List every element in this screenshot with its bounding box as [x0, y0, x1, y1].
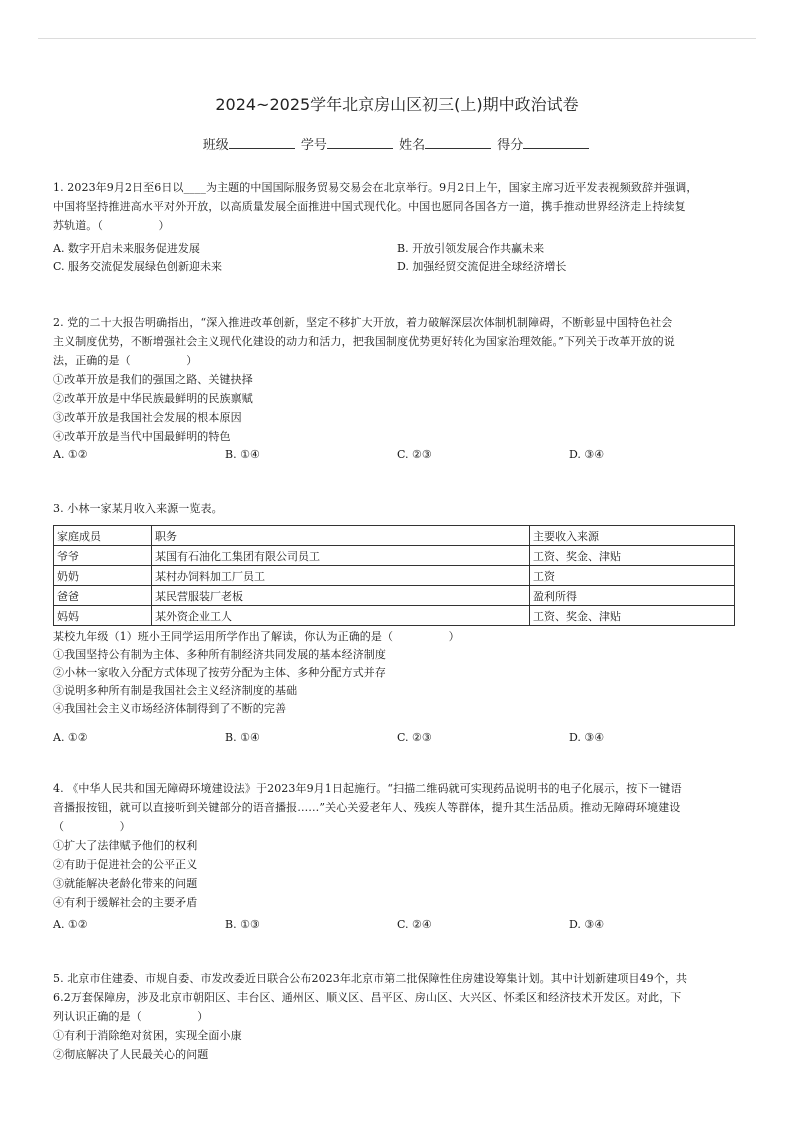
info-class-label: 班级 [202, 138, 229, 153]
question-4-options [53, 916, 743, 934]
question-3-statement: ①我国坚持公有制为主体、多种所有制经济共同发展的基本经济制度 [53, 648, 386, 661]
info-id-label: 学号 [300, 138, 327, 153]
option-a[interactable]: A. 数字开启未来服务促进发展 [53, 242, 200, 255]
table-header-cell: 职务 [152, 526, 530, 546]
table-cell: 奶奶 [54, 566, 152, 586]
table-header-cell: 主要收入来源 [530, 526, 735, 546]
option-b[interactable]: B. ①③ [225, 918, 260, 931]
income-table [53, 525, 735, 626]
info-score-label: 得分 [497, 138, 524, 153]
info-class-blank[interactable] [229, 135, 295, 149]
question-1-options [53, 240, 743, 276]
option-c[interactable]: C. 服务交流促发展绿色创新迎未来 [53, 260, 223, 273]
question-5 [53, 969, 743, 1064]
question-4-line: 4. 《中华人民共和国无障碍环境建设法》于2023年9月1日起施行。“扫描二维码就可实现药品说明书的电子化展示，按下一键语 [53, 782, 682, 795]
question-5-line: 5. 北京市住建委、市规自委、市发改委近日联合公布2023年北京市第二批保障性住房建设筹集计划。其中计划新建项目49个，共 [53, 972, 688, 985]
question-1-line: 中国将坚持推进高水平对外开放，以高质量发展全面推进中国式现代化。中国也愿同各国各方一道，携手推动世界经济走上持续复 [53, 200, 686, 213]
question-3-intro: 3. 小林一家某月收入来源一览表。 [53, 502, 223, 515]
question-5-line: 列认识正确的是（ ） [53, 1010, 209, 1023]
option-b[interactable]: B. ①④ [225, 731, 260, 744]
question-1 [53, 178, 743, 235]
info-name-label: 姓名 [399, 138, 426, 153]
option-d[interactable]: D. ③④ [569, 918, 605, 931]
question-2-statement: ③改革开放是我国社会发展的根本原因 [53, 411, 242, 424]
question-5-statement: ②彻底解决了人民最关心的问题 [53, 1048, 209, 1061]
question-3 [53, 499, 743, 518]
table-row [54, 606, 735, 626]
option-a[interactable]: A. ①② [53, 918, 88, 931]
table-cell: 某民营服装厂老板 [152, 586, 530, 606]
table-cell: 工资 [530, 566, 735, 586]
question-2-statement: ①改革开放是我们的强国之路、关键抉择 [53, 373, 253, 386]
question-2-line: 法，正确的是（ ） [53, 354, 198, 367]
table-cell: 某外资企业工人 [152, 606, 530, 626]
question-4 [53, 779, 743, 912]
table-row [54, 566, 735, 586]
table-cell: 爷爷 [54, 546, 152, 566]
question-1-line: 1. 2023年9月2日至6日以____为主题的中国国际服务贸易交易会在北京举行。9月2日上午，国家主席习近平发表视频致辞并强调， [53, 181, 698, 194]
question-1-line: 苏轨道。（ ） [53, 219, 170, 232]
question-2-statement: ④改革开放是当代中国最鲜明的特色 [53, 430, 231, 443]
question-2 [53, 313, 743, 446]
option-c[interactable]: C. ②④ [397, 918, 432, 931]
option-d[interactable]: D. ③④ [569, 731, 605, 744]
table-cell: 某村办饲料加工厂员工 [152, 566, 530, 586]
question-3-body [53, 628, 743, 718]
page-title: 2024~2025学年北京房山区初三(上)期中政治试卷 [215, 95, 579, 114]
info-id-blank[interactable] [327, 135, 393, 149]
option-d[interactable]: D. 加强经贸交流促进全球经济增长 [397, 260, 567, 273]
table-cell: 爸爸 [54, 586, 152, 606]
table-cell: 某国有石油化工集团有限公司员工 [152, 546, 530, 566]
option-b[interactable]: B. ①④ [225, 448, 260, 461]
question-2-line: 2. 党的二十大报告明确指出，“深入推进改革创新，坚定不移扩大开放，着力破解深层次体制机制障碍，不断彰显中国特色社会 [53, 316, 673, 329]
question-4-statement: ③就能解决老龄化带来的问题 [53, 877, 198, 890]
question-2-statement: ②改革开放是中华民族最鲜明的民族禀赋 [53, 392, 253, 405]
table-cell: 工资、奖金、津贴 [530, 546, 735, 566]
info-name-blank[interactable] [425, 135, 491, 149]
question-3-options [53, 729, 743, 747]
question-4-statement: ①扩大了法律赋予他们的权利 [53, 839, 198, 852]
question-4-statement: ②有助于促进社会的公平正义 [53, 858, 198, 871]
student-info-line [0, 134, 794, 153]
question-5-statement: ①有利于消除绝对贫困，实现全面小康 [53, 1029, 242, 1042]
option-c[interactable]: C. ②③ [397, 448, 432, 461]
question-2-line: 主义制度优势，不断增强社会主义现代化建设的动力和活力，把我国制度优势更好转化为国家治理效能。”下列关于改革开放的说 [53, 335, 675, 348]
table-cell: 盈利所得 [530, 586, 735, 606]
question-3-statement: ②小林一家收入分配方式体现了按劳分配为主体、多种分配方式并存 [53, 666, 386, 679]
option-a[interactable]: A. ①② [53, 448, 88, 461]
question-2-options [53, 446, 743, 464]
question-4-statement: ④有利于缓解社会的主要矛盾 [53, 896, 198, 909]
table-row [54, 546, 735, 566]
table-header-cell: 家庭成员 [54, 526, 152, 546]
table-cell: 工资、奖金、津贴 [530, 606, 735, 626]
info-score-blank[interactable] [523, 135, 589, 149]
table-header-row [54, 526, 735, 546]
question-3-statement: ④我国社会主义市场经济体制得到了不断的完善 [53, 702, 287, 715]
option-a[interactable]: A. ①② [53, 731, 88, 744]
table-row [54, 586, 735, 606]
question-4-line: 音播报按钮，就可以直接听到关键部分的语音播报……”关心关爱老年人、残疾人等群体，提升其生活品质。推动无障碍环境建设 [53, 801, 681, 814]
question-3-line: 某校九年级（1）班小王同学运用所学作出了解读，你认为正确的是（ ） [53, 630, 460, 643]
question-5-line: 6.2万套保障房，涉及北京市朝阳区、丰台区、通州区、顺义区、昌平区、房山区、大兴区、怀柔区和经济技术开发区。对此，下 [53, 991, 682, 1004]
question-3-statement: ③说明多种所有制是我国社会主义经济制度的基础 [53, 684, 298, 697]
question-4-line: （ ） [53, 820, 131, 833]
option-b[interactable]: B. 开放引领发展合作共赢未来 [397, 242, 545, 255]
top-divider [38, 38, 756, 39]
option-c[interactable]: C. ②③ [397, 731, 432, 744]
table-cell: 妈妈 [54, 606, 152, 626]
option-d[interactable]: D. ③④ [569, 448, 605, 461]
